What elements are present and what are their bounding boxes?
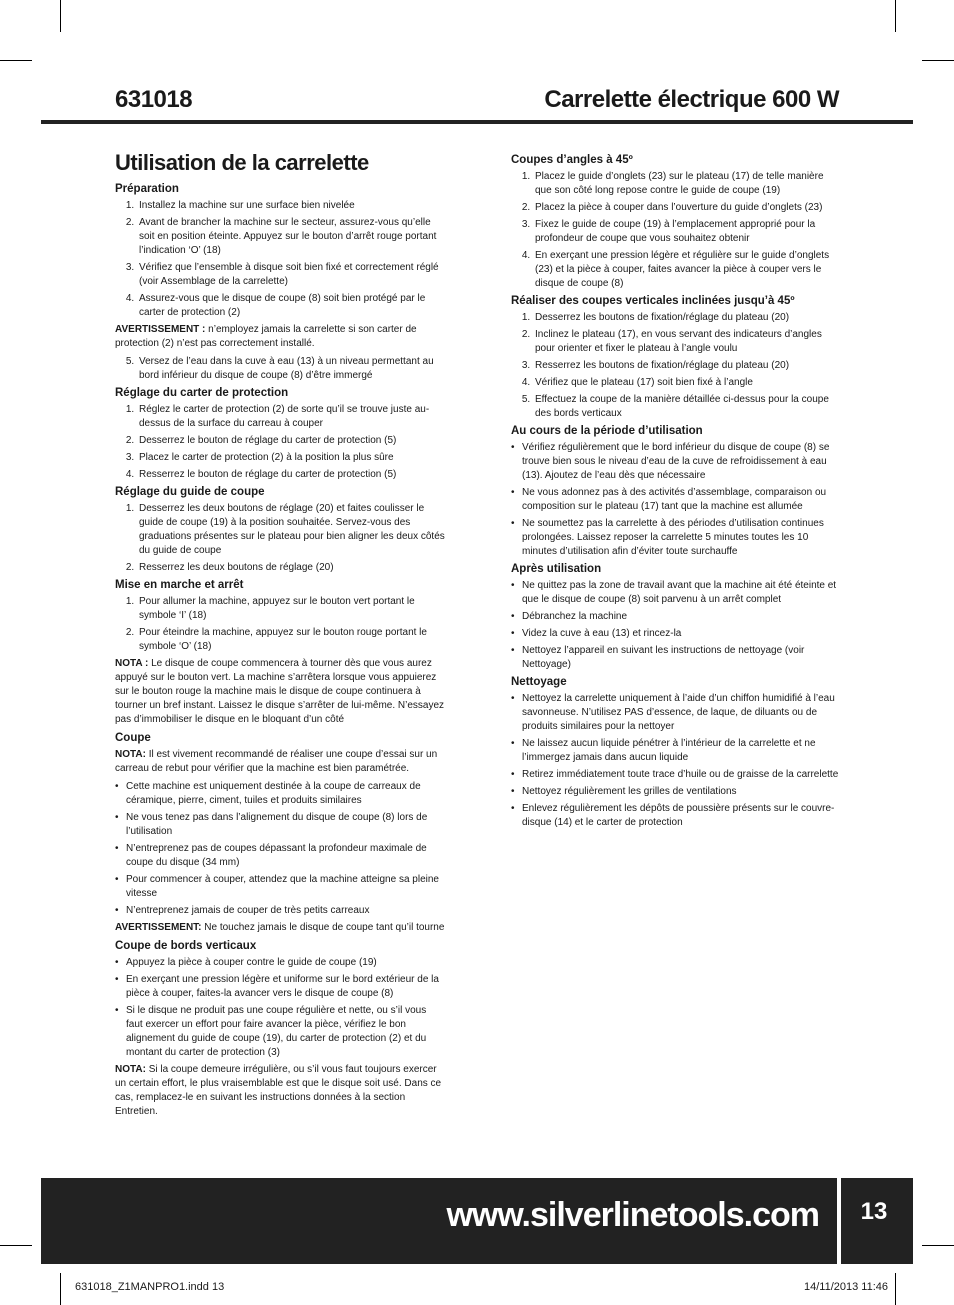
list-item: 4. En exerçant une pression légère et régulière sur le guide d’onglets (23) et la pièce à couper, faites avancer la pièce à couper vers le disque de coupe (8) (533, 249, 841, 291)
note-paragraph (115, 657, 445, 727)
warning-label: AVERTISSEMENT : (115, 324, 206, 335)
crop-mark (895, 1273, 896, 1305)
heading-preparation: Préparation (115, 183, 179, 195)
heading-apres: Après utilisation (511, 563, 602, 575)
bords-bullets (115, 956, 445, 1060)
preparation-list (115, 199, 445, 320)
crop-mark (0, 60, 32, 61)
list-item: 2. Avant de brancher la machine sur le secteur, assurez-vous qu’elle soit en position éteinte. Appuyez sur le bouton d’arrêt rouge portant l’indication ‘O’ (18) (137, 216, 445, 258)
bullet-item: • Ne laissez aucun liquide pénétrer à l’intérieur de la carrelette et ne l’immergez jamais dans aucun liquide (522, 737, 841, 765)
list-item: 2. Desserrez le bouton de réglage du carter de protection (5) (137, 434, 445, 448)
print-slug-date: 14/11/2013 11:46 (803, 1281, 888, 1293)
list-item: 2. Inclinez le plateau (17), en vous servant des indicateurs d’angles pour orienter et fixer le plateau à l’angle voulu (533, 328, 841, 356)
warning-text: Ne touchez jamais le disque de coupe tant qu’il tourne (201, 922, 445, 933)
footer-divider (837, 1178, 841, 1264)
bullet-item: • Cette machine est uniquement destinée à la coupe de carreaux de céramique, pierre, ciment, tuiles et produits similaires (126, 780, 445, 808)
bullet-item: • Nettoyez la carrelette uniquement à l’aide d’un chiffon humidifié à l’eau savonneuse. N’utilisez PAS d’essence, de laque, de diluants ou de produits similaires pour la nettoyer (522, 692, 841, 734)
list-item: 1. Desserrez les deux boutons de réglage (20) et faites coulisser le guide de coupe (19) à la position souhaitée. Servez-vous des graduations présentes sur le plateau pour bien aligner les deux côtés du guide de coupe (137, 502, 445, 558)
list-item: 3. Vérifiez que l’ensemble à disque soit bien fixé et correctement réglé (voir Assemblage de la carrelette) (137, 261, 445, 289)
heading-inclinees: Réaliser des coupes verticales inclinées jusqu’à 45º (511, 295, 795, 307)
list-item: 1. Pour allumer la machine, appuyez sur le bouton vert portant le symbole ‘I’ (18) (137, 595, 445, 623)
crop-mark (922, 1245, 954, 1246)
heading-periode: Au cours de la période d’utilisation (511, 425, 703, 437)
inclinees-list (511, 311, 841, 421)
website-url[interactable]: www.silverlinetools.com (446, 1196, 819, 1234)
bullet-item: • Débranchez la machine (522, 610, 841, 624)
crop-mark (60, 1273, 61, 1305)
warning-paragraph (115, 323, 445, 351)
bullet-item: • N’entreprenez jamais de couper de très petits carreaux (126, 904, 445, 918)
product-code: 631018 (115, 86, 193, 113)
heading-guide: Réglage du guide de coupe (115, 486, 265, 498)
angles-list (511, 170, 841, 291)
crop-mark (0, 1245, 32, 1246)
list-item: 4. Resserrez le bouton de réglage du carter de protection (5) (137, 468, 445, 482)
heading-nettoyage: Nettoyage (511, 676, 567, 688)
preparation-list-cont (115, 355, 445, 383)
list-item: 5. Effectuez la coupe de la manière détaillée ci-dessus pour la coupe des bords verticaux (533, 393, 841, 421)
footer-bar (41, 1178, 913, 1264)
list-item: 1. Desserrez les boutons de fixation/réglage du plateau (20) (533, 311, 841, 325)
list-item: 4. Vérifiez que le plateau (17) soit bien fixé à l’angle (533, 376, 841, 390)
heading-angles: Coupes d’angles à 45º (511, 154, 633, 166)
list-item: 1. Placez le guide d’onglets (23) sur le plateau (17) de telle manière que son côté long repose contre le guide de coupe (19) (533, 170, 841, 198)
list-item: 2. Placez la pièce à couper dans l’ouverture du guide d’onglets (23) (533, 201, 841, 215)
marche-list (115, 595, 445, 654)
bullet-item: • Ne soumettez pas la carrelette à des périodes d’utilisation continues prolongées. Laissez reposer la carrelette 5 minutes toutes les 10 minutes d’utilisation afin d’éviter toute surchauffe (522, 517, 841, 559)
crop-mark (60, 0, 61, 32)
nettoyage-bullets (511, 692, 841, 830)
bullet-item: • En exerçant une pression légère et uniforme sur le bord extérieur de la pièce à couper, faites-la avancer vers le disque de coupe (8) (126, 973, 445, 1001)
heading-carter: Réglage du carter de protection (115, 387, 289, 399)
list-item: 2. Pour éteindre la machine, appuyez sur le bouton rouge portant le symbole ‘O’ (18) (137, 626, 445, 654)
warning-paragraph (115, 921, 445, 935)
heading-coupe: Coupe (115, 732, 151, 744)
product-title: Carrelette électrique 600 W (544, 86, 839, 113)
section-title: Utilisation de la carrelette (115, 150, 369, 175)
list-item: 3. Resserrez les boutons de fixation/réglage du plateau (20) (533, 359, 841, 373)
bullet-item: • Ne vous tenez pas dans l’alignement du disque de coupe (8) lors de l’utilisation (126, 811, 445, 839)
bullet-item: • Nettoyez l’appareil en suivant les instructions de nettoyage (voir Nettoyage) (522, 644, 841, 672)
warning-label: AVERTISSEMENT: (115, 922, 202, 933)
heading-marche: Mise en marche et arrêt (115, 579, 244, 591)
carter-list (115, 403, 445, 482)
list-item: 4. Assurez-vous que le disque de coupe (8) soit bien protégé par le carter de protection (2) (137, 292, 445, 320)
note-paragraph (115, 1063, 445, 1119)
bullet-item: • N’entreprenez pas de coupes dépassant la profondeur maximale de coupe du disque (34 mm) (126, 842, 445, 870)
bullet-item: • Enlevez régulièrement les dépôts de poussière présents sur le couvre-disque (14) et le carter de protection (522, 802, 841, 830)
bullet-item: • Pour commencer à couper, attendez que la machine atteigne sa pleine vitesse (126, 873, 445, 901)
note-paragraph (115, 748, 445, 776)
coupe-bullets (115, 780, 445, 918)
warning-text: n’employez jamais la carrelette si son carter de protection (2) n’est pas correctement installé. (115, 324, 417, 349)
list-item: 5. Versez de l’eau dans la cuve à eau (13) à un niveau permettant au bord inférieur du disque de coupe (8) d’être immergé (137, 355, 445, 383)
apres-bullets (511, 579, 841, 672)
list-item: 3. Placez le carter de protection (2) à la position la plus sûre (137, 451, 445, 465)
list-item: 1. Installez la machine sur une surface bien nivelée (137, 199, 445, 213)
note-label: NOTA: (115, 749, 146, 760)
header-rule (41, 120, 913, 124)
bullet-item: • Ne vous adonnez pas à des activités d’assemblage, comparaison ou composition sur le plateau (17) tant que la machine est allumée (522, 486, 841, 514)
heading-bords: Coupe de bords verticaux (115, 940, 257, 952)
note-text: Le disque de coupe commencera à tourner dès que vous aurez appuyé sur le bouton vert. La machine s’arrêtera lorsque vous appuierez sur le bouton rouge la machine mais le disque de coupe continuera à tourner un bref instant. Laissez le disque s’arrêter de lui-même. N’essayez pas d’immobiliser le disque en le bloquant d’un côté (115, 658, 445, 725)
print-slug-file: 631018_Z1MANPRO1.indd 13 (75, 1281, 225, 1293)
bullet-item: • Nettoyez régulièrement les grilles de ventilations (522, 785, 841, 799)
bullet-item: • Si le disque ne produit pas une coupe régulière et nette, ou s’il vous faut exercer un effort pour faire avancer la pièce, vérifiez le bon alignement du guide de coupe (19), du carter de protection (2) et du montant du carter de protection (3) (126, 1004, 445, 1060)
list-item: 2. Resserrez les deux boutons de réglage (20) (137, 561, 445, 575)
note-text: Si la coupe demeure irrégulière, ou s’il vous faut toujours exercer un certain effort, le plus vraisemblable est que le disque soit usé. Dans ce cas, remplacez-le en suivant les instructions données à la section Entretien. (115, 1064, 442, 1117)
bullet-item: • Vérifiez régulièrement que le bord inférieur du disque de coupe (8) se trouve bien sous le niveau d’eau de la cuve de refroidissement à eau (13). Ajoutez de l’eau dès que nécessaire (522, 441, 841, 483)
crop-mark (895, 0, 896, 32)
bullet-item: • Videz la cuve à eau (13) et rincez-la (522, 627, 841, 641)
note-label: NOTA: (115, 1064, 146, 1075)
left-column (115, 150, 445, 1123)
crop-mark (922, 60, 954, 61)
list-item: 3. Fixez le guide de coupe (19) à l’emplacement approprié pour la profondeur de coupe que vous souhaitez obtenir (533, 218, 841, 246)
bullet-item: • Retirez immédiatement toute trace d’huile ou de graisse de la carrelette (522, 768, 841, 782)
list-item: 1. Réglez le carter de protection (2) de sorte qu’il se trouve juste au-dessus de la surface du carreau à couper (137, 403, 445, 431)
bullet-item: • Appuyez la pièce à couper contre le guide de coupe (19) (126, 956, 445, 970)
bullet-item: • Ne quittez pas la zone de travail avant que la machine ait été éteinte et que le disque de coupe (8) soit parvenu à un arrêt complet (522, 579, 841, 607)
periode-bullets (511, 441, 841, 559)
note-text: Il est vivement recommandé de réaliser une coupe d’essai sur un carreau de rebut pour vérifier que la machine est bien paramétrée. (115, 749, 438, 774)
page-number: 13 (860, 1198, 888, 1225)
right-column (511, 150, 841, 833)
guide-list (115, 502, 445, 575)
note-label: NOTA : (115, 658, 149, 669)
